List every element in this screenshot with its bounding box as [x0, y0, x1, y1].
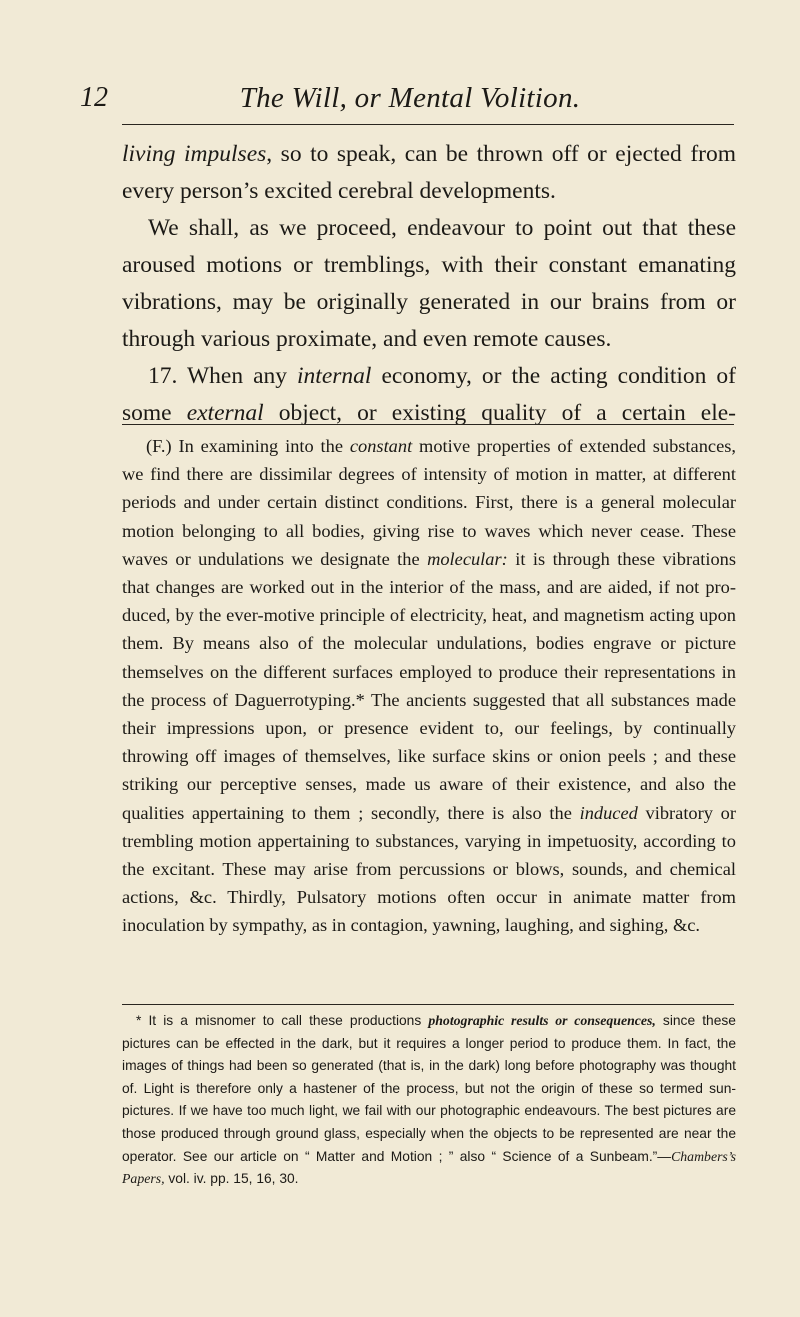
- emphasis-text: internal: [297, 363, 372, 389]
- note-f-paragraph: [122, 432, 736, 940]
- page-title: The Will, or Mental Volition.: [239, 82, 581, 114]
- main-paragraph-1: [122, 136, 736, 210]
- footnote-text: since these pictures can be effected in the dark, but it requires a longer period to produce them. In fact, the images of things had been so generated (that is, in the dark) long before photography was thought of. Light is therefore only a hastener of the process, but not the origin of these so termed sun-pictures. If we have too much light, we fail with our photographic endeavours. The best pictures are those produced through ground glass, especially when the objects to be represented are near the operator. See our article on “ Matter and Motion ; ” also “ Science of a Sunbeam.”—: [122, 1013, 736, 1164]
- note-f: [122, 432, 736, 940]
- footnote: [122, 1010, 736, 1191]
- emphasis-text: photographic results or consequences,: [428, 1013, 656, 1028]
- note-text: motive properties of extended substances, we find there are dissimilar degrees of intensity of motion in matter, at different periods and under certain distinct conditions. First, there is a general molecular motion belonging to all bodies, giving rise to waves which never cease. These waves or undulations we designate the: [122, 436, 736, 569]
- main-paragraph-2: [122, 210, 736, 358]
- footnote-paragraph: [122, 1010, 736, 1191]
- paragraph-text: , so to speak, can be thrown off or ejected from every person’s excited cerebral developments.: [122, 141, 736, 204]
- note-text: (F.) In examining into the: [146, 436, 350, 456]
- note-text: vibratory or trembling motion appertaining to substances, varying in impetuosity, according to the excitant. These may arise from percussions or blows, sounds, and chemical actions, &c. Thirdly, Pulsatory motions often occur in animate matter from inoculation by sympathy, as in contagion, yawning, laughing, and sighing, &c.: [122, 802, 736, 936]
- emphasis-text: molecular:: [427, 548, 508, 569]
- header-rule: [122, 124, 734, 125]
- paragraph-text: 17. When any: [148, 363, 298, 389]
- page-number: 12: [80, 82, 108, 113]
- note-text: it is through these vibrations that changes are worked out in the interior of the mass, and are aided, if not produced, by the ever-motive principle of electricity, heat, and magnetism acting upon them. By means also of the molecular undulations, bodies engrave or picture themselves on the different surfaces employed to produce their representations in the process of Daguerrotyping.* The ancients suggested that all substances made their impressions upon, or presence evident to, our feelings, by continually throwing off images of themselves, like surface skins or onion peels ; and these striking our perceptive senses, made us aware of their existence, and also the qualities appertaining to them ; secondly, there is also the: [122, 548, 736, 823]
- note-divider: [122, 424, 734, 425]
- footnote-text: vol. iv. pp. 15, 16, 30.: [164, 1171, 299, 1187]
- paragraph-text: economy, or the acting condition of some: [122, 363, 736, 426]
- emphasis-text: living impulses: [122, 141, 267, 167]
- emphasis-text: external: [186, 400, 264, 426]
- running-head: [80, 80, 740, 120]
- footnote-divider: [122, 1004, 734, 1005]
- main-text: [122, 136, 736, 432]
- emphasis-text: constant: [349, 436, 413, 456]
- emphasis-text: induced: [579, 802, 638, 823]
- paragraph-text: We shall, as we proceed, endeavour to point out that these aroused motions or tremblings, with their constant emanating vibrations, may be originally generated in our brains from or through various proximate, and even remote causes.: [122, 215, 736, 352]
- paragraph-text: object, or existing quality of a certain ele-: [263, 400, 736, 426]
- main-paragraph-17: [122, 358, 736, 432]
- citation-title: Chambers’s Papers,: [122, 1148, 736, 1187]
- footnote-text: * It is a misnomer to call these productions: [136, 1013, 429, 1028]
